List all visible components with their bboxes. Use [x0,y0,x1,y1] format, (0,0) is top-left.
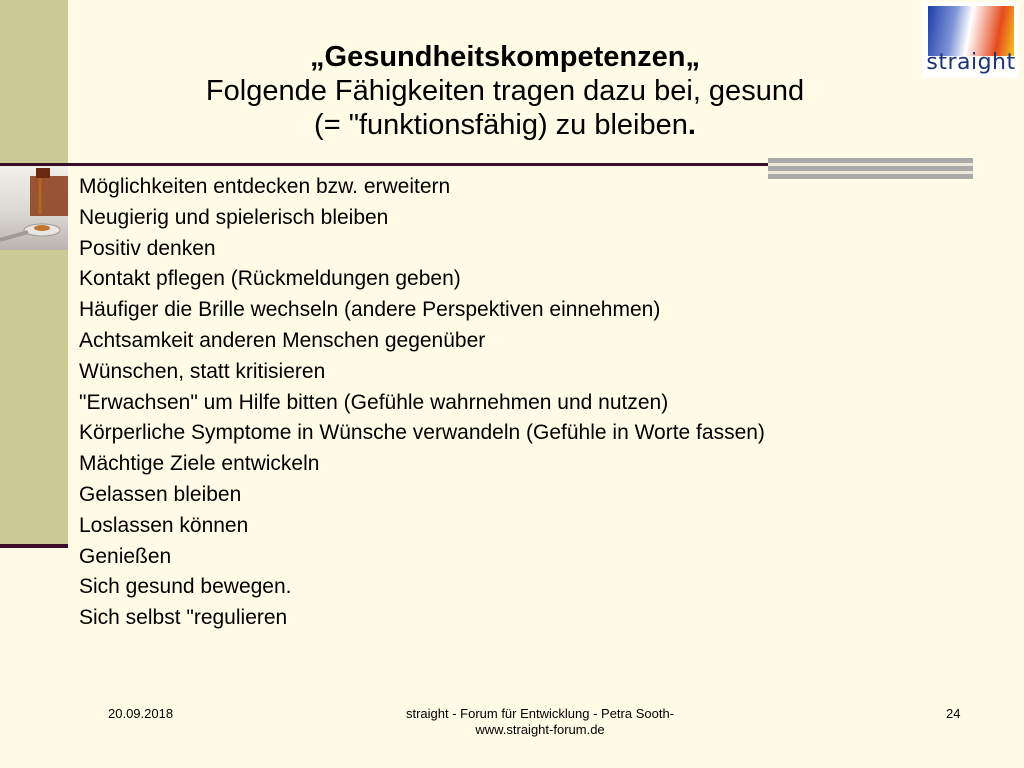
list-item: Gelassen bleiben [79,482,242,506]
logo-gradient-mark [928,6,1014,56]
competency-list [79,172,765,634]
title-period: . [687,109,696,141]
list-item: Neugierig und spielerisch bleiben [79,205,389,229]
list-item: Achtsamkeit anderen Menschen gegenüber [79,328,486,352]
footer-date: 20.09.2018 [108,706,174,721]
list-item: Körperliche Symptome in Wünsche verwandeln (Gefühle in Worte fassen) [79,421,765,445]
footer-credit [380,706,700,738]
title-heading: „Gesundheitskompetenzen„ [310,41,700,73]
footer-credit-line2: www.straight-forum.de [475,722,605,737]
list-item: Genießen [79,544,172,568]
page-number: 24 [946,706,961,721]
title-divider-stripes [768,158,973,179]
slide-title [120,40,890,142]
list-item: Positiv denken [79,236,216,260]
list-item: "Erwachsen" um Hilfe bitten (Gefühle wahrnehmen und nutzen) [79,390,669,414]
list-item: Wünschen, statt kritisieren [79,359,326,383]
list-item: Möglichkeiten entdecken bzw. erweitern [79,175,451,198]
title-divider [0,163,770,166]
footer-credit-line1: straight - Forum für Entwicklung - Petra Sooth- [405,706,675,721]
left-decorative-band [0,0,68,548]
list-item: Mächtige Ziele entwickeln [79,452,320,476]
list-item: Häufiger die Brille wechseln (andere Perspektiven einnehmen) [79,298,661,322]
title-subline-2 [120,108,890,142]
straight-logo [922,2,1018,78]
list-item: Sich selbst "regulieren [79,606,288,630]
medicine-spoon-photo [0,166,68,250]
logo-text: straight [926,50,1016,75]
list-item: Sich gesund bewegen. [79,575,292,599]
title-subline-1: Folgende Fähigkeiten tragen dazu bei, gesund [205,75,805,107]
list-item: Loslassen können [79,513,249,537]
title-subline-2-text: (= "funktionsfähig) zu bleiben [314,109,688,141]
left-band-underline [0,544,68,548]
list-item: Kontakt pflegen (Rückmeldungen geben) [79,267,461,291]
